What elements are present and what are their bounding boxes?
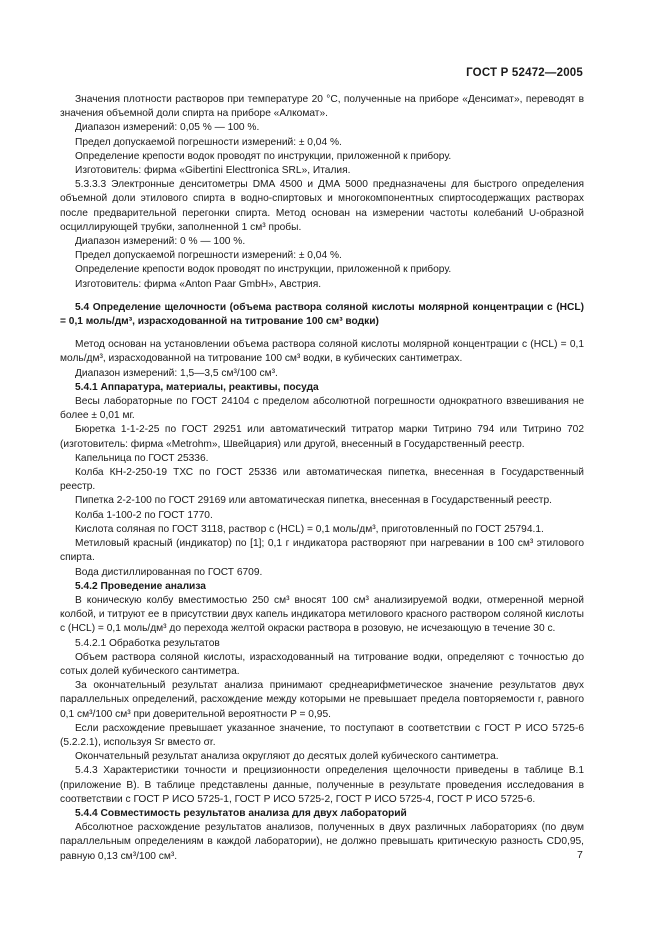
page-number: 7 — [577, 849, 583, 861]
paragraph: 5.3.3.3 Электронные денситометры DMA 4500 и ДМА 5000 предназначены для быстрого определения объемной доли этилового спирта в водно-спиртовых и многокомпонентных спиртосодержащих растворах после предварительной перегонки спирта. Метод основан на измерении частоты колебаний U-образной осциллирующей трубки, заполненной 1 см³ пробы. — [60, 179, 584, 233]
document-header-title: ГОСТ Р 52472—2005 — [466, 67, 583, 79]
paragraph: Окончательный результат анализа округляют до десятых долей кубического сантиметра. — [75, 751, 499, 763]
subsection-heading: 5.4.2 Проведение анализа — [75, 580, 206, 592]
paragraph: Значения плотности растворов при температуре 20 °С, полученные на приборе «Денсимат», переводят в значения объемной доли спирта на приборе «Алкомат». — [60, 94, 584, 120]
paragraph: Абсолютное расхождение результатов анализов, полученных в двух различных лабораториях (по двум параллельным определениям в каждой лаборатории), не должно превышать критическую разность CD0,95, равную 0,13 см³/100 см³. — [60, 822, 584, 862]
paragraph: Пипетка 2-2-100 по ГОСТ 29169 или автоматическая пипетка, внесенная в Государственный реестр. — [75, 495, 552, 507]
paragraph: Диапазон измерений: 0,05 % — 100 %. — [75, 122, 260, 134]
paragraph: Предел допускаемой погрешности измерений: ± 0,04 %. — [75, 136, 342, 148]
subsubsection-heading: 5.4.2.1 Обработка результатов — [75, 637, 220, 649]
paragraph: За окончательный результат анализа принимают среднеарифметическое значение результатов двух параллельных определений, расхождение между которыми не превышает предела повторяемости r, равного 0,1 см³/100 см³ при доверительной вероятности P = 0,95. — [60, 680, 584, 720]
paragraph: Весы лабораторные по ГОСТ 24104 с пределом абсолютной погрешности однократного взвешивания не более ± 0,01 мг. — [60, 396, 584, 422]
paragraph: Капельница по ГОСТ 25336. — [75, 452, 209, 464]
paragraph: Колба 1-100-2 по ГОСТ 1770. — [75, 509, 213, 521]
paragraph: В коническую колбу вместимостью 250 см³ вносят 100 см³ анализируемой водки, отмеренной мерной колбой, и титруют ее в присутствии двух капель индикатора метилового красного раствором соляной кислоты c (HCL) = 0,1 моль/дм³ до перехода желтой окраски раствора в розовую, не исчезающую в течение 30 с. — [60, 594, 584, 635]
paragraph: Предел допускаемой погрешности измерений: ± 0,04 %. — [75, 250, 342, 262]
paragraph: Диапазон измерений: 1,5—3,5 см³/100 см³. — [75, 367, 278, 379]
paragraph: Изготовитель: фирма «Anton Paar GmbH», Австрия. — [75, 278, 322, 290]
subsection-heading: 5.4.1 Аппаратура, материалы, реактивы, посуда — [75, 381, 319, 393]
paragraph: Кислота соляная по ГОСТ 3118, раствор c (HCL) = 0,1 моль/дм³, приготовленный по ГОСТ 25794.1. — [75, 523, 544, 535]
section-heading: 5.4 Определение щелочности (объема раствора соляной кислоты молярной концентрации c (HCL) = 0,1 моль/дм³, израсходованной на титрование 100 см³ водки) — [60, 301, 584, 328]
paragraph: 5.4.3 Характеристики точности и прецизионности определения щелочности приведены в таблице В.1 (приложение В). В таблице представлены данные, полученные в результате проведения исследования в соответствии с ГОСТ Р ИСО 5725-1, ГОСТ Р ИСО 5725-2, ГОСТ Р ИСО 5725-4, ГОСТ Р ИСО 5725-6. — [60, 765, 584, 805]
paragraph: Если расхождение превышает указанное значение, то поступают в соответствии с ГОСТ Р ИСО 5725-6 (5.2.2.1), используя Sr вместо σr. — [60, 722, 584, 748]
paragraph: Определение крепости водок проводят по инструкции, приложенной к прибору. — [75, 150, 452, 162]
paragraph: Объем раствора соляной кислоты, израсходованный на титрование водки, определяют с точностью до сотых долей кубического сантиметра. — [60, 651, 584, 677]
paragraph: Метиловый красный (индикатор) по [1]; 0,1 г индикатора растворяют при нагревании в 100 см³ этилового спирта. — [60, 538, 584, 564]
paragraph: Диапазон измерений: 0 % — 100 %. — [75, 236, 246, 248]
paragraph: Бюретка 1-1-2-25 по ГОСТ 29251 или автоматический титратор марки Титрино 794 или Титрино 702 (изготовитель: фирма «Metrohm», Швейцария) или другой, внесенный в Государственный реестр. — [60, 424, 584, 450]
paragraph: Вода дистиллированная по ГОСТ 6709. — [75, 566, 263, 578]
paragraph: Определение крепости водок проводят по инструкции, приложенной к прибору. — [75, 264, 452, 276]
paragraph: Колба КН-2-250-19 ТХС по ГОСТ 25336 или автоматическая пипетка, внесенная в Государственный реестр. — [60, 467, 584, 493]
document-body — [60, 93, 584, 864]
paragraph: Метод основан на установлении объема раствора соляной кислоты молярной концентрации c (HCL) = 0,1 моль/дм³, израсходованной на титрование 100 см³ водки, в кубических сантиметрах. — [60, 339, 584, 365]
paragraph: Изготовитель: фирма «Gibertini Electtronica SRL», Италия. — [75, 165, 351, 177]
subsection-heading: 5.4.4 Совместимость результатов анализа для двух лабораторий — [75, 807, 407, 819]
